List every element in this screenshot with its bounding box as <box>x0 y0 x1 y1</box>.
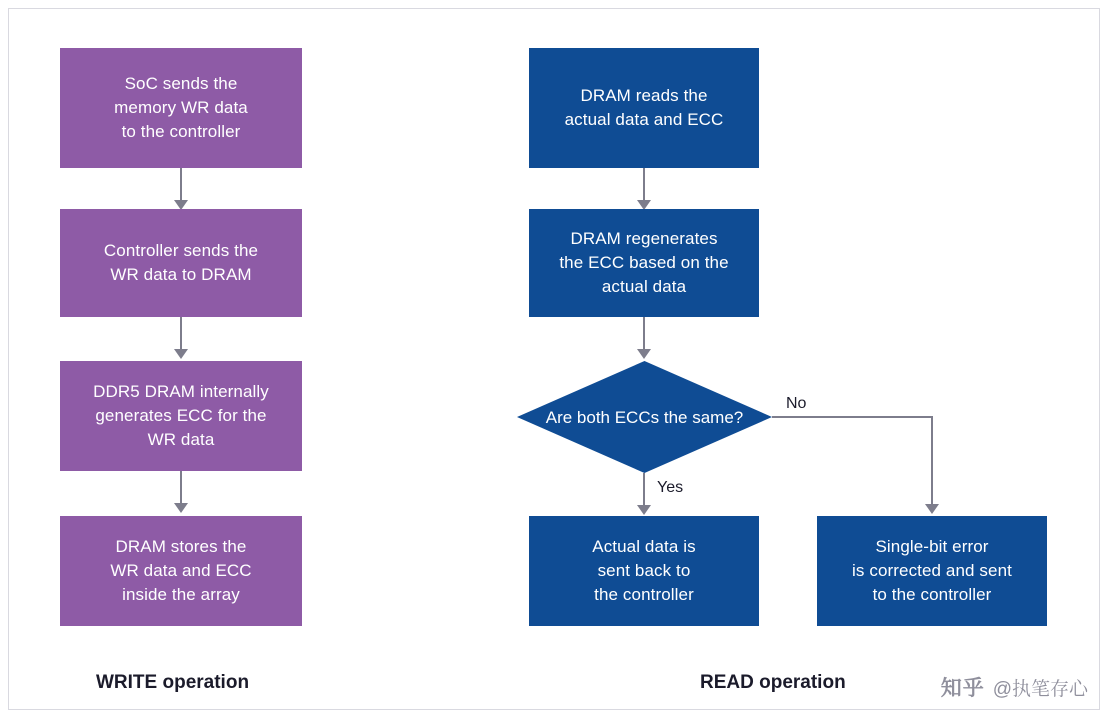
process-node-ddr5-generates-ecc <box>60 361 302 471</box>
node-line: memory WR data <box>114 98 248 117</box>
node-line: actual data and ECC <box>564 110 724 129</box>
node-line: DRAM reads the <box>580 86 708 105</box>
node-line: to the controller <box>121 122 241 141</box>
node-line: the ECC based on the <box>559 253 729 272</box>
node-line: is corrected and sent <box>852 561 1012 580</box>
node-line: the controller <box>594 585 694 604</box>
node-line: Controller sends the <box>103 241 259 260</box>
watermark <box>941 672 1088 702</box>
node-line: WR data <box>147 430 215 449</box>
connector-no-vertical <box>931 416 933 508</box>
process-node-dram-regenerates-ecc <box>529 209 759 317</box>
node-line: Single-bit error <box>875 537 989 556</box>
node-line: actual data <box>601 277 687 296</box>
caption-write-operation: WRITE operation <box>96 672 250 693</box>
zhihu-logo: 知乎 <box>940 677 985 700</box>
node-line: Are both ECCs <box>545 407 660 427</box>
process-node-controller-sends-wr-data <box>60 209 302 317</box>
connector-w1-w2 <box>180 168 182 204</box>
connector-r1-r2 <box>643 168 645 204</box>
edge-label-yes: Yes <box>657 479 684 496</box>
node-line: the same? <box>663 407 744 427</box>
watermark-handle: @执笔存心 <box>992 678 1088 700</box>
node-line: DRAM stores the <box>115 537 247 556</box>
arrowhead-r2-r3 <box>637 349 651 359</box>
edge-label-no: No <box>786 395 807 412</box>
node-line: generates ECC for the <box>95 406 267 425</box>
connector-w2-w3 <box>180 317 182 353</box>
process-node-soc-sends-wr-data <box>60 48 302 168</box>
node-line: WR data and ECC <box>110 561 252 580</box>
node-line: sent back to <box>597 561 691 580</box>
arrowhead-yes <box>637 505 651 515</box>
caption-read-operation: READ operation <box>700 672 846 693</box>
arrowhead-w3-w4 <box>174 503 188 513</box>
decision-node-are-both-eccs-same <box>517 361 772 473</box>
connector-w3-w4 <box>180 471 182 507</box>
node-line: WR data to DRAM <box>110 265 252 284</box>
connector-yes <box>643 473 645 509</box>
node-line: Actual data is <box>592 537 696 556</box>
node-line: DRAM regenerates <box>570 229 718 248</box>
node-line: inside the array <box>122 585 240 604</box>
process-node-dram-stores-wr-data <box>60 516 302 626</box>
process-node-dram-reads-data-ecc <box>529 48 759 168</box>
arrowhead-no <box>925 504 939 514</box>
node-line: SoC sends the <box>124 74 238 93</box>
process-node-actual-data-sent-back <box>529 516 759 626</box>
connector-no-horizontal <box>772 416 932 418</box>
arrowhead-w2-w3 <box>174 349 188 359</box>
process-node-single-bit-error-corrected <box>817 516 1047 626</box>
node-line: to the controller <box>872 585 992 604</box>
connector-r2-r3 <box>643 317 645 353</box>
node-line: DDR5 DRAM internally <box>93 382 269 401</box>
